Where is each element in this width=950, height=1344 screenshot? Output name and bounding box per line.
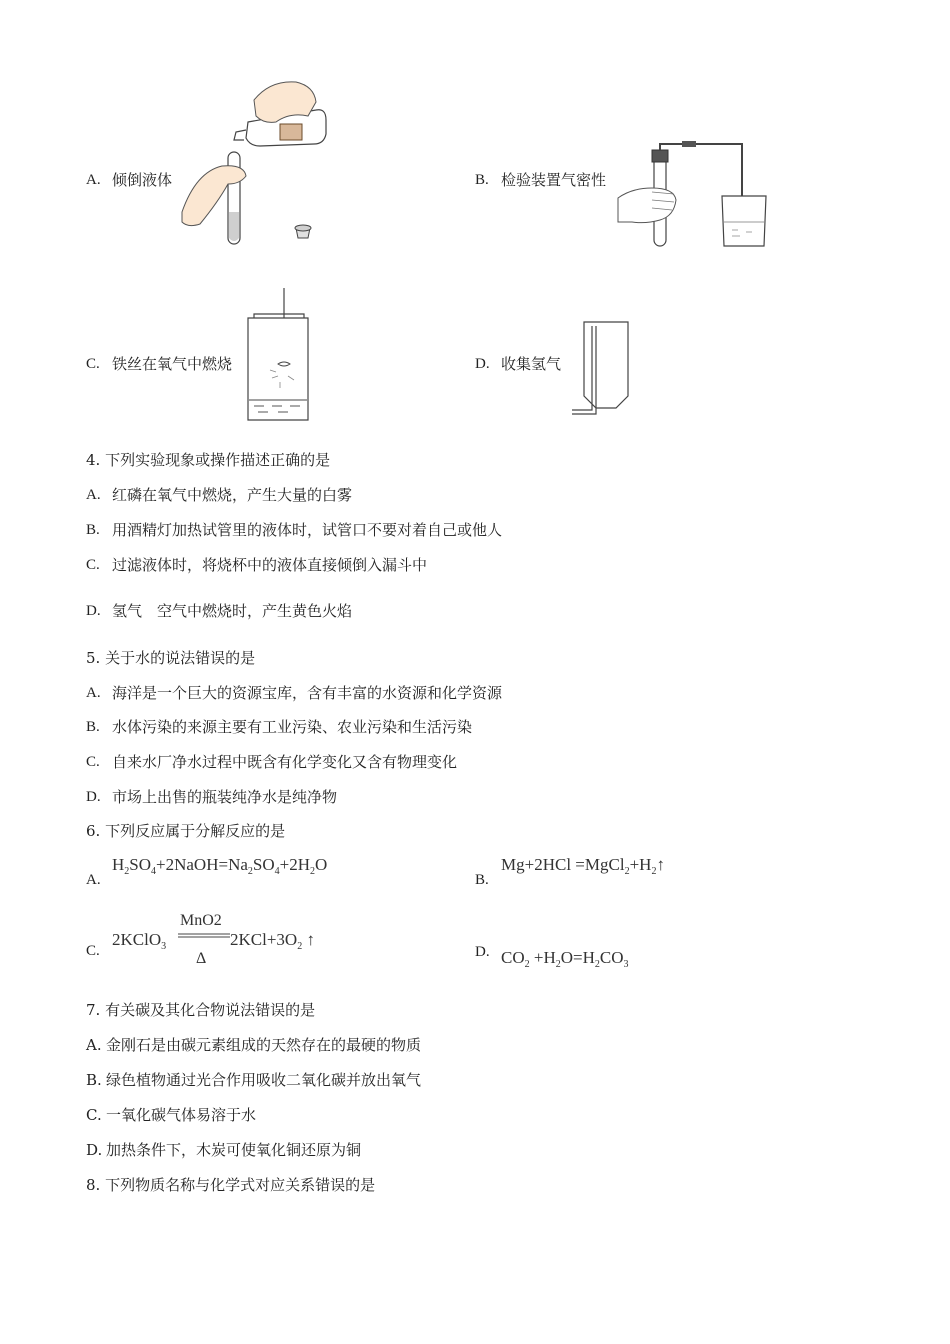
formula-a: $H_2SO_4+2NaOH=Na_2SO_4+2H_2O$: [112, 855, 328, 877]
formula-c-heat: Δ: [196, 950, 207, 967]
option-text: 倾倒液体: [112, 171, 173, 189]
question-stem: 8. 下列物质名称与化学式对应关系错误的是: [86, 1176, 376, 1194]
option-letter: A.: [86, 685, 101, 701]
option-letter: B.: [475, 172, 489, 188]
reaction-double-line: [178, 933, 230, 939]
option-letter: D.: [86, 1141, 103, 1159]
option-letter: C.: [86, 943, 100, 959]
question-stem: 5. 关于水的说法错误的是: [86, 649, 256, 667]
option-letter: D.: [86, 603, 101, 619]
option-letter: A.: [86, 487, 101, 503]
formula-b: $Mg+2HCl =MgCl_2+H_2↑$: [501, 855, 665, 877]
option-text: 金刚石是由碳元素组成的天然存在的最硬的物质: [106, 1036, 422, 1054]
question-stem: 7. 有关碳及其化合物说法错误的是: [86, 1001, 316, 1019]
hydrogen-collection-illustration: [570, 318, 636, 424]
option-letter: C.: [86, 356, 100, 372]
option-text: 铁丝在氧气中燃烧: [112, 355, 233, 373]
option-letter: C.: [86, 1106, 102, 1124]
option-letter: B.: [86, 719, 100, 735]
option-text: 绿色植物通过光合作用吸收二氧化碳并放出氧气: [106, 1071, 422, 1089]
option-letter: A.: [86, 872, 101, 888]
question-stem: 6. 下列反应属于分解反应的是: [86, 822, 286, 840]
option-letter: B.: [86, 522, 100, 538]
option-letter: B.: [475, 872, 489, 888]
option-text: 氢气 空气中燃烧时，产生黄色火焰: [112, 602, 353, 620]
option-text: 海洋是一个巨大的资源宝库，含有丰富的水资源和化学资源: [112, 684, 503, 702]
option-text: 检验装置气密性: [501, 171, 607, 189]
option-text: 自来水厂净水过程中既含有化学变化又含有物理变化: [112, 753, 458, 771]
formula-c-product: $2KCl+3O_2$ ↑: [230, 930, 315, 952]
airtightness-check-illustration: [616, 136, 776, 251]
option-letter: A.: [86, 172, 101, 188]
formula-c-catalyst: MnO2: [180, 912, 222, 929]
option-letter: D.: [86, 789, 101, 805]
option-letter: A.: [86, 1036, 102, 1054]
iron-wire-combustion-illustration: [244, 288, 314, 424]
option-text: 用酒精灯加热试管里的液体时，试管口不要对着自己或他人: [112, 521, 503, 539]
option-text: 红磷在氧气中燃烧，产生大量的白雾: [112, 486, 353, 504]
pour-liquid-illustration: [178, 72, 338, 252]
option-text: 一氧化碳气体易溶于水: [106, 1106, 257, 1124]
formula-c-reactant: 2KClO$_3$: [112, 930, 167, 952]
option-letter: C.: [86, 754, 100, 770]
formula-d: $CO_2 +H_2O=H_2CO_3$: [501, 948, 629, 970]
option-text: 加热条件下，木炭可使氧化铜还原为铜: [106, 1141, 362, 1159]
option-letter: C.: [86, 557, 100, 573]
option-text: 水体污染的来源主要有工业污染、农业污染和生活污染: [112, 718, 473, 736]
option-letter: D.: [475, 356, 490, 372]
option-text: 过滤液体时，将烧杯中的液体直接倾倒入漏斗中: [112, 556, 428, 574]
question-stem: 4. 下列实验现象或操作描述正确的是: [86, 451, 331, 469]
option-letter: B.: [86, 1071, 102, 1089]
option-text: 收集氢气: [501, 355, 562, 373]
option-text: 市场上出售的瓶装纯净水是纯净物: [112, 788, 338, 806]
option-letter: D.: [475, 944, 490, 960]
